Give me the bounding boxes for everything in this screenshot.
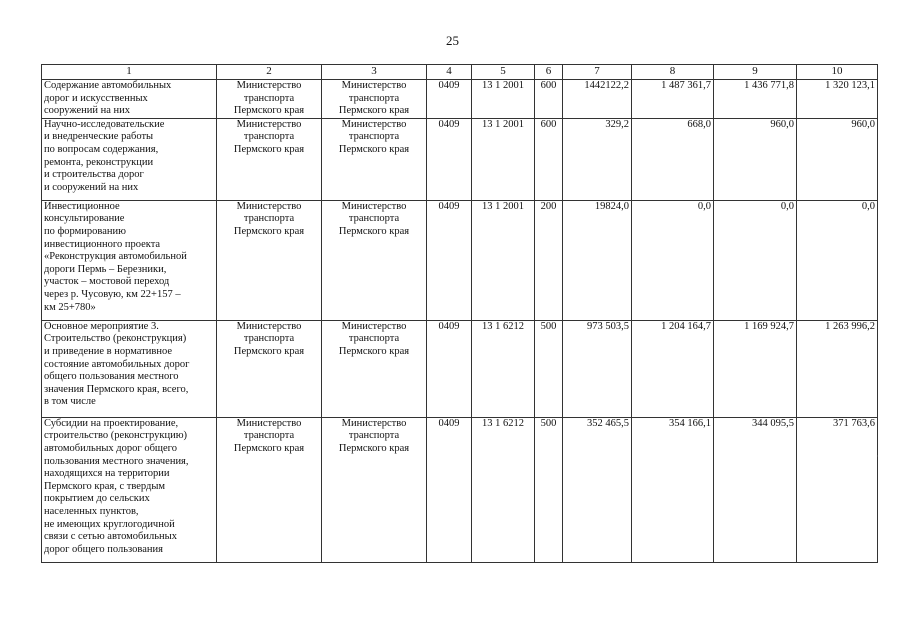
item-name-line: и внедренческие работы (44, 131, 154, 143)
target-article-code: 13 1 2001 (472, 200, 535, 320)
item-name-line: дорог и искусственных (44, 92, 148, 104)
item-name-line: через р. Чусовую, км 22+157 – (44, 288, 181, 300)
section-code: 0409 (427, 80, 472, 119)
responsible-executor-line: транспорта (243, 333, 295, 345)
item-name-line: общего пользования местного (44, 371, 179, 383)
responsible-executor-line: Министерство (236, 320, 302, 332)
budget-administrator-line: Пермского края (338, 225, 410, 237)
amount-col-8: 668,0 (632, 118, 714, 200)
column-number: 9 (714, 65, 797, 80)
budget-administrator-line: Министерство (341, 200, 407, 212)
section-code: 0409 (427, 118, 472, 200)
responsible-executor-line: транспорта (243, 430, 295, 442)
item-name-line: ремонта, реконструкции (44, 156, 154, 168)
column-number: 6 (535, 65, 563, 80)
amount-col-10: 0,0 (797, 200, 878, 320)
column-number-row (42, 65, 878, 80)
column-number: 3 (322, 65, 427, 80)
budget-administrator-line: Министерство (341, 320, 407, 332)
item-name-line: сооружений на них (44, 105, 131, 117)
item-name-line: Пермского края, с твердым (44, 480, 166, 492)
responsible-executor-cell (217, 200, 322, 320)
amount-col-9: 0,0 (714, 200, 797, 320)
budget-administrator-line: транспорта (348, 333, 400, 345)
column-number: 8 (632, 65, 714, 80)
item-name-line: населенных пунктов, (44, 505, 139, 517)
expense-type-code: 600 (535, 118, 563, 200)
amount-col-10: 1 320 123,1 (797, 80, 878, 119)
table-row (42, 118, 878, 200)
item-name-line: связи с сетью автомобильных (44, 531, 177, 543)
target-article-code: 13 1 2001 (472, 118, 535, 200)
table-row (42, 320, 878, 417)
column-number: 5 (472, 65, 535, 80)
responsible-executor-line: Пермского края (233, 442, 305, 454)
budget-administrator-line: транспорта (348, 92, 400, 104)
table-row (42, 80, 878, 119)
responsible-executor-line: Министерство (236, 118, 302, 130)
responsible-executor-line: Пермского края (233, 225, 305, 237)
responsible-executor-line: Пермского края (233, 105, 305, 117)
scan-mark: · (876, 451, 879, 461)
item-name-line: и строительства дорог (44, 169, 144, 181)
item-name-line: покрытием до сельских (44, 493, 150, 505)
amount-col-7: 352 465,5 (563, 417, 632, 562)
item-name-line: «Реконструкция автомобильной (44, 251, 187, 263)
responsible-executor-line: транспорта (243, 131, 295, 143)
item-name-line: по формированию (44, 225, 126, 237)
responsible-executor-line: Пермского края (233, 143, 305, 155)
amount-col-7: 973 503,5 (563, 320, 632, 417)
item-name-line: Основное мероприятие 3. (44, 320, 159, 332)
item-name-line: не имеющих круглогодичной (44, 518, 175, 530)
amount-col-8: 354 166,1 (632, 417, 714, 562)
section-code: 0409 (427, 417, 472, 562)
table-row (42, 417, 878, 562)
column-number: 2 (217, 65, 322, 80)
amount-col-7: 1442122,2 (563, 80, 632, 119)
item-name-line: в том числе (44, 396, 96, 408)
item-name-line: автомобильных дорог общего (44, 442, 177, 454)
responsible-executor-cell (217, 417, 322, 562)
budget-administrator-line: Министерство (341, 118, 407, 130)
table-row (42, 200, 878, 320)
responsible-executor-cell (217, 320, 322, 417)
item-name-cell (42, 118, 217, 200)
expense-type-code: 500 (535, 320, 563, 417)
item-name-line: находящихся на территории (44, 468, 170, 480)
amount-col-7: 329,2 (563, 118, 632, 200)
item-name-cell (42, 80, 217, 119)
expense-type-code: 500 (535, 417, 563, 562)
item-name-line: участок – мостовой переход (44, 276, 170, 288)
target-article-code: 13 1 6212 (472, 417, 535, 562)
budget-administrator-cell (322, 417, 427, 562)
item-name-line: пользования местного значения, (44, 455, 189, 467)
item-name-line: инвестиционного проекта (44, 238, 161, 250)
amount-col-10: 960,0 (797, 118, 878, 200)
column-number: 4 (427, 65, 472, 80)
amount-col-9: 1 436 771,8 (714, 80, 797, 119)
item-name-cell (42, 417, 217, 562)
target-article-code: 13 1 6212 (472, 320, 535, 417)
item-name-cell (42, 200, 217, 320)
budget-administrator-line: Министерство (341, 417, 407, 429)
expense-type-code: 200 (535, 200, 563, 320)
budget-administrator-line: Пермского края (338, 442, 410, 454)
responsible-executor-cell (217, 118, 322, 200)
budget-administrator-line: Пермского края (338, 345, 410, 357)
item-name-line: консультирование (44, 213, 125, 225)
budget-administrator-line: Министерство (341, 80, 407, 91)
item-name-line: и сооружений на них (44, 181, 139, 193)
budget-administrator-line: транспорта (348, 131, 400, 143)
budget-administrator-cell (322, 80, 427, 119)
section-code: 0409 (427, 200, 472, 320)
section-code: 0409 (427, 320, 472, 417)
item-name-line: Субсидии на проектирование, (44, 417, 179, 429)
responsible-executor-line: транспорта (243, 92, 295, 104)
budget-table (41, 64, 878, 563)
item-name-line: значения Пермского края, всего, (44, 383, 189, 395)
responsible-executor-line: Министерство (236, 200, 302, 212)
budget-administrator-cell (322, 200, 427, 320)
item-name-line: строительство (реконструкцию) (44, 430, 188, 442)
item-name-line: Инвестиционное (44, 200, 120, 212)
item-name-cell (42, 320, 217, 417)
responsible-executor-line: Министерство (236, 80, 302, 91)
table-body (42, 80, 878, 563)
item-name-line: Научно-исследовательские (44, 118, 165, 130)
column-number: 1 (42, 65, 217, 80)
amount-col-10: 371 763,6 (797, 417, 878, 562)
amount-col-9: 960,0 (714, 118, 797, 200)
budget-administrator-cell (322, 118, 427, 200)
item-name-line: дорог общего пользования (44, 543, 163, 555)
budget-administrator-cell (322, 320, 427, 417)
item-name-line: Содержание автомобильных (44, 80, 172, 91)
column-number: 7 (563, 65, 632, 80)
amount-col-8: 0,0 (632, 200, 714, 320)
amount-col-10: 1 263 996,2 (797, 320, 878, 417)
budget-administrator-line: Пермского края (338, 143, 410, 155)
amount-col-8: 1 204 164,7 (632, 320, 714, 417)
item-name-line: Строительство (реконструкция) (44, 333, 187, 345)
amount-col-9: 1 169 924,7 (714, 320, 797, 417)
item-name-line: состояние автомобильных дорог (44, 358, 190, 370)
budget-administrator-line: транспорта (348, 430, 400, 442)
budget-administrator-line: транспорта (348, 213, 400, 225)
budget-administrator-line: Пермского края (338, 105, 410, 117)
item-name-line: по вопросам содержания, (44, 143, 159, 155)
amount-col-9: 344 095,5 (714, 417, 797, 562)
expense-type-code: 600 (535, 80, 563, 119)
responsible-executor-line: транспорта (243, 213, 295, 225)
target-article-code: 13 1 2001 (472, 80, 535, 119)
amount-col-8: 1 487 361,7 (632, 80, 714, 119)
column-number: 10 (797, 65, 878, 80)
item-name-line: км 25+780» (44, 301, 96, 313)
page-number: 25 (446, 33, 459, 48)
amount-col-7: 19824,0 (563, 200, 632, 320)
responsible-executor-line: Пермского края (233, 345, 305, 357)
responsible-executor-cell (217, 80, 322, 119)
responsible-executor-line: Министерство (236, 417, 302, 429)
item-name-line: дороги Пермь – Березники, (44, 263, 167, 275)
item-name-line: и приведение в нормативное (44, 345, 173, 357)
